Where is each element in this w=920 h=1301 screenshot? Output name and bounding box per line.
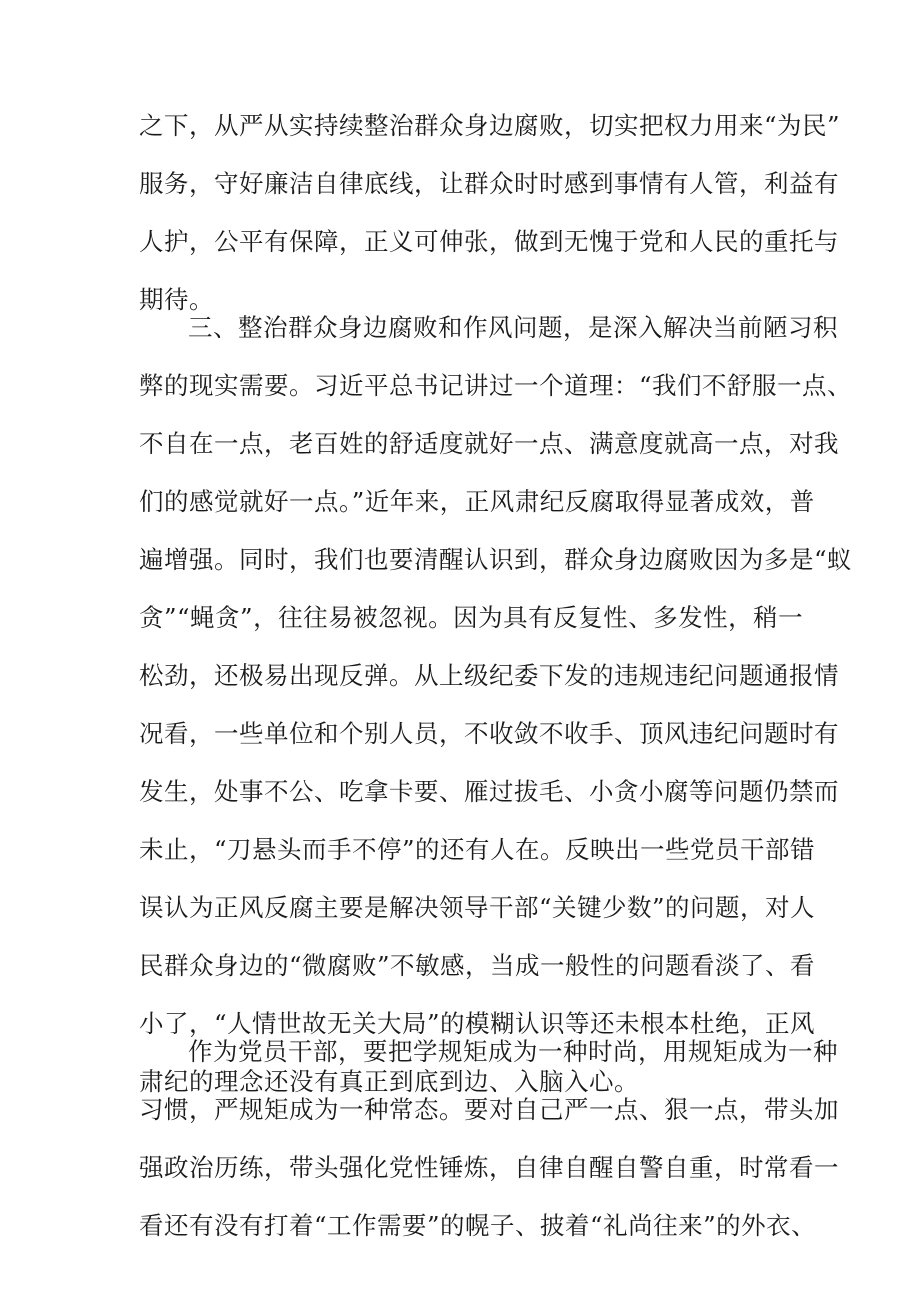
paragraph-line: 况看，一些单位和个别人员，不收敛不收手、顶风违纪问题时有 bbox=[139, 719, 839, 748]
paragraph-line: 作为党员干部，要把学规矩成为一种时尚，用规矩成为一种 bbox=[188, 1037, 838, 1066]
paragraph-line: 不自在一点，老百姓的舒适度就好一点、满意度就高一点，对我 bbox=[139, 429, 839, 458]
paragraph-line: 民群众身边的“微腐败”不敏感，当成一般性的问题看淡了、看 bbox=[139, 951, 816, 980]
paragraph-line: 贪”“蝇贪”，往往易被忽视。因为具有反复性、多发性，稍一 bbox=[139, 603, 804, 632]
paragraph-line: 看还有没有打着“工作需要”的幌子、披着“礼尚往来”的外衣、 bbox=[139, 1211, 817, 1240]
paragraph-1 bbox=[139, 97, 841, 329]
paragraph-line: 人护，公平有保障，正义可伸张，做到无愧于党和人民的重托与 bbox=[139, 227, 839, 256]
paragraph-line: 之下，从严从实持续整治群众身边腐败，切实把权力用来“为民” bbox=[139, 111, 841, 140]
paragraph-line: 期待。 bbox=[139, 285, 214, 314]
paragraph-line: 误认为正风反腐主要是解决领导干部“关键少数”的问题，对人 bbox=[139, 893, 816, 922]
paragraph-line: 强政治历练，带头强化党性锤炼，自律自醒自警自重，时常看一 bbox=[139, 1153, 839, 1182]
paragraph-line: 们的感觉就好一点。”近年来，正风肃纪反腐取得显著成效，普 bbox=[139, 487, 815, 516]
paragraph-line: 肃纪的理念还没有真正到底到边、入脑入心。 bbox=[139, 1067, 639, 1096]
paragraph-line: 小了，“人情世故无关大局”的模糊认识等还未根本杜绝，正风 bbox=[139, 1009, 816, 1038]
paragraph-line: 未止，“刀悬头而手不停”的还有人在。反映出一些党员干部错 bbox=[139, 835, 816, 864]
paragraph-line: 发生，处事不公、吃拿卡要、雁过拔毛、小贪小腐等问题仍禁而 bbox=[139, 777, 839, 806]
paragraph-line: 遍增强。同时，我们也要清醒认识到，群众身边腐败因为多是“蚁 bbox=[139, 545, 853, 574]
paragraph-line: 三、整治群众身边腐败和作风问题，是深入解决当前陋习积 bbox=[188, 313, 838, 342]
paragraph-line: 松劲，还极易出现反弹。从上级纪委下发的违规违纪问题通报情 bbox=[139, 661, 839, 690]
paragraph-line: 习惯，严规矩成为一种常态。要对自己严一点、狠一点，带头加 bbox=[139, 1095, 839, 1124]
paragraph-line: 弊的现实需要。习近平总书记讲过一个道理：“我们不舒服一点、 bbox=[139, 371, 853, 400]
paragraph-line: 服务，守好廉洁自律底线，让群众时时感到事情有人管，利益有 bbox=[139, 169, 839, 198]
paragraph-2 bbox=[139, 299, 853, 1111]
